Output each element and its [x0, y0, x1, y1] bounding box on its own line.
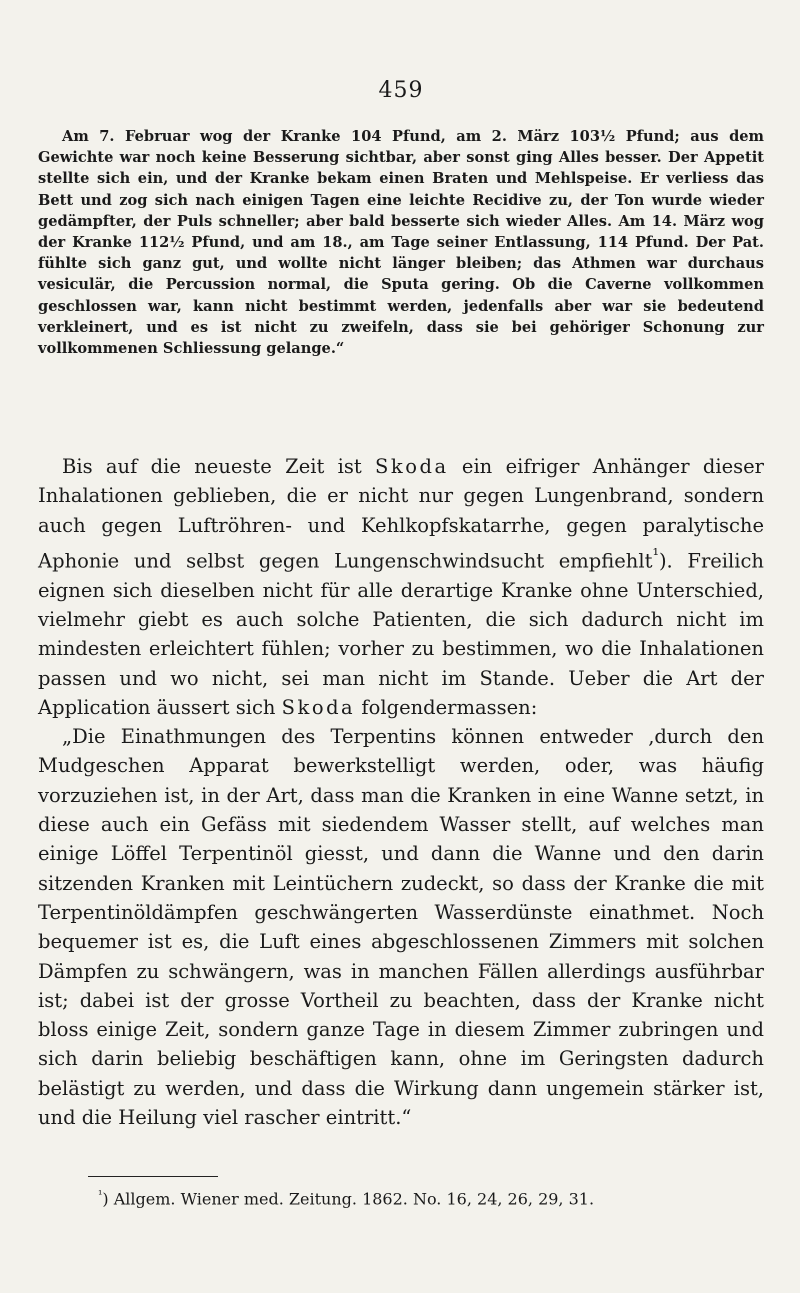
- footnote-mark: ¹: [98, 1188, 103, 1201]
- text-segment: folgendermassen:: [355, 695, 538, 719]
- footnote-text: ) Allgem. Wiener med. Zeitung. 1862. No. 16, 24, 26, 29, 31.: [102, 1189, 595, 1209]
- main-text: [38, 452, 764, 1132]
- footnote-divider: [88, 1176, 218, 1177]
- text-segment: ein eifriger Anhänger dieser Inhalationen geblieben, die er nicht nur gegen Lungenbrand, sondern auch gegen Luftröhren- und Kehlkopfskatarrhe, gegen paralytische Aphonie und selbst gegen Lungenschwindsucht empfiehlt: [38, 455, 764, 573]
- text-segment: Bis auf die neueste Zeit ist: [62, 455, 376, 478]
- case-report-quote: Am 7. Februar wog der Kranke 104 Pfund, am 2. März 103½ Pfund; aus dem Gewichte war noch keine Besserung sichtbar, aber sonst ging Alles besser. Der Appetit stellte sich ein, und der Kranke bekam einen Braten und Mehlspeise. Er verliess das Bett und zog sich nach einigen Tagen eine leichte Recidive zu, der Ton wurde wieder gedämpfter, der Puls schneller; aber bald besserte sich wieder Alles. Am 14. März wog der Kranke 112½ Pfund, und am 18., am Tage seiner Entlassung, 114 Pfund. Der Pat. fühlte sich ganz gut, und wollte nicht länger bleiben; das Athmen war durchaus vesiculär, die Percussion normal, die Sputa gering. Ob die Caverne vollkommen geschlossen war, kann nicht bestimmt werden, jedenfalls aber war sie bedeutend verkleinert, und es ist nicht zu zweifeln, dass sie bei gehöriger Schonung zur vollkommenen Schliessung gelange.“: [38, 128, 764, 358]
- footnote-reference: ¹: [652, 544, 659, 564]
- text-segment: ). Freilich eignen sich dieselben nicht für alle derartige Kranke ohne Unterschied, vielmehr giebt es auch solche Patienten, die sich dadurch nicht im mindesten erleichtert fühlen; vorher zu bestimmen, wo die Inhalationen passen und wo nicht, sei man nicht im Stande. Ueber die Art der Application äussert sich: [38, 549, 764, 719]
- author-name-skoda: Skoda: [375, 455, 449, 478]
- paragraph-skoda-inhalations: [38, 452, 764, 722]
- author-name-skoda: Skoda: [281, 695, 356, 719]
- footnote: [98, 1184, 758, 1210]
- page-number: 459: [378, 78, 424, 103]
- paragraph-application-quote: „Die Einathmungen des Terpentins können entweder ‚durch den Mudgeschen Apparat bewerkstelligt werden, oder, was häufig vorzuziehen ist, in der Art, dass man die Kranken in eine Wanne setzt, in diese auch ein Gefäss mit siedendem Wasser stellt, auf welches man einige Löffel Terpentinöl giesst, und dann die Wanne und den darin sitzenden Kranken mit Leintüchern zudeckt, so dass der Kranke die mit Terpentinöldämpfen geschwängerten Wasserdünste einathmet. Noch bequemer ist es, die Luft eines abgeschlossenen Zimmers mit solchen Dämpfen zu schwängern, was in manchen Fällen allerdings ausführbar ist; dabei ist der grosse Vortheil zu beachten, dass der Kranke nicht bloss einige Zeit, sondern ganze Tage in diesem Zimmer zubringen und sich darin beliebig beschäftigen kann, ohne im Geringsten dadurch belästigt zu werden, und dass die Wirkung dann ungemein stärker ist, und die Heilung viel rascher eintritt.“: [38, 725, 764, 1130]
- book-page: [38, 0, 764, 1293]
